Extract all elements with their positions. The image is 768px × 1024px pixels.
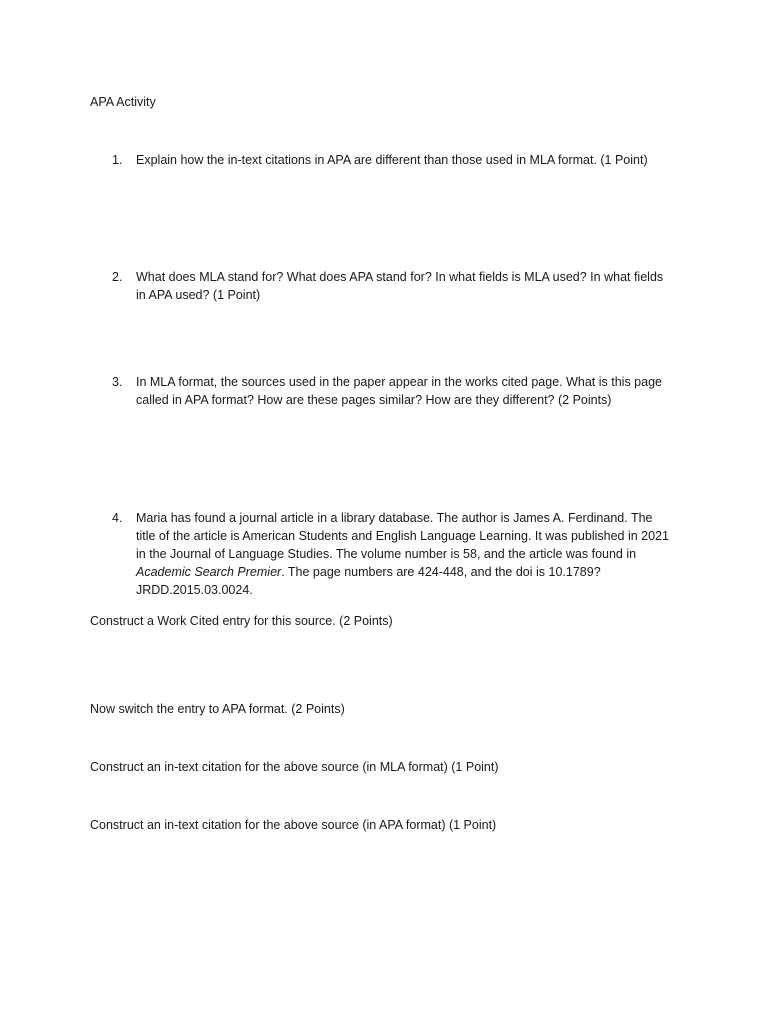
question-number: 1. xyxy=(112,153,123,167)
database-name: Academic Search Premier xyxy=(136,565,282,579)
question-text-part: . The page numbers are 424-448, and the doi is 10.1789?JRDD.2015.03.0024. xyxy=(136,565,601,597)
question-3 xyxy=(112,373,672,409)
question-text: Explain how the in-text citations in APA are different than those used in MLA format. (1 Point) xyxy=(136,153,648,167)
prompt-works-cited: Construct a Work Cited entry for this source. (2 Points) xyxy=(90,614,393,628)
prompt-apa-format: Now switch the entry to APA format. (2 Points) xyxy=(90,702,345,716)
question-2 xyxy=(112,268,672,304)
question-1 xyxy=(112,151,672,169)
question-number: 3. xyxy=(112,375,123,389)
question-4 xyxy=(112,509,672,599)
prompt-mla-in-text: Construct an in-text citation for the above source (in MLA format) (1 Point) xyxy=(90,760,499,774)
question-text-part: Maria has found a journal article in a library database. The author is James A. Ferdinand. The title of the article is American Students and English Language Learning. It was published in 2021 in the Journal of Language Studies. The volume number is 58, and the article was found in xyxy=(136,511,669,561)
document-title: APA Activity xyxy=(90,95,156,109)
prompt-apa-in-text: Construct an in-text citation for the above source (in APA format) (1 Point) xyxy=(90,818,497,832)
question-number: 2. xyxy=(112,270,123,284)
question-number: 4. xyxy=(112,511,123,525)
question-text xyxy=(136,509,672,599)
question-text: In MLA format, the sources used in the paper appear in the works cited page. What is this page called in APA format? How are these pages similar? How are they different? (2 Points) xyxy=(136,375,662,407)
question-text: What does MLA stand for? What does APA stand for? In what fields is MLA used? In what fields in APA used? (1 Point) xyxy=(136,270,664,302)
